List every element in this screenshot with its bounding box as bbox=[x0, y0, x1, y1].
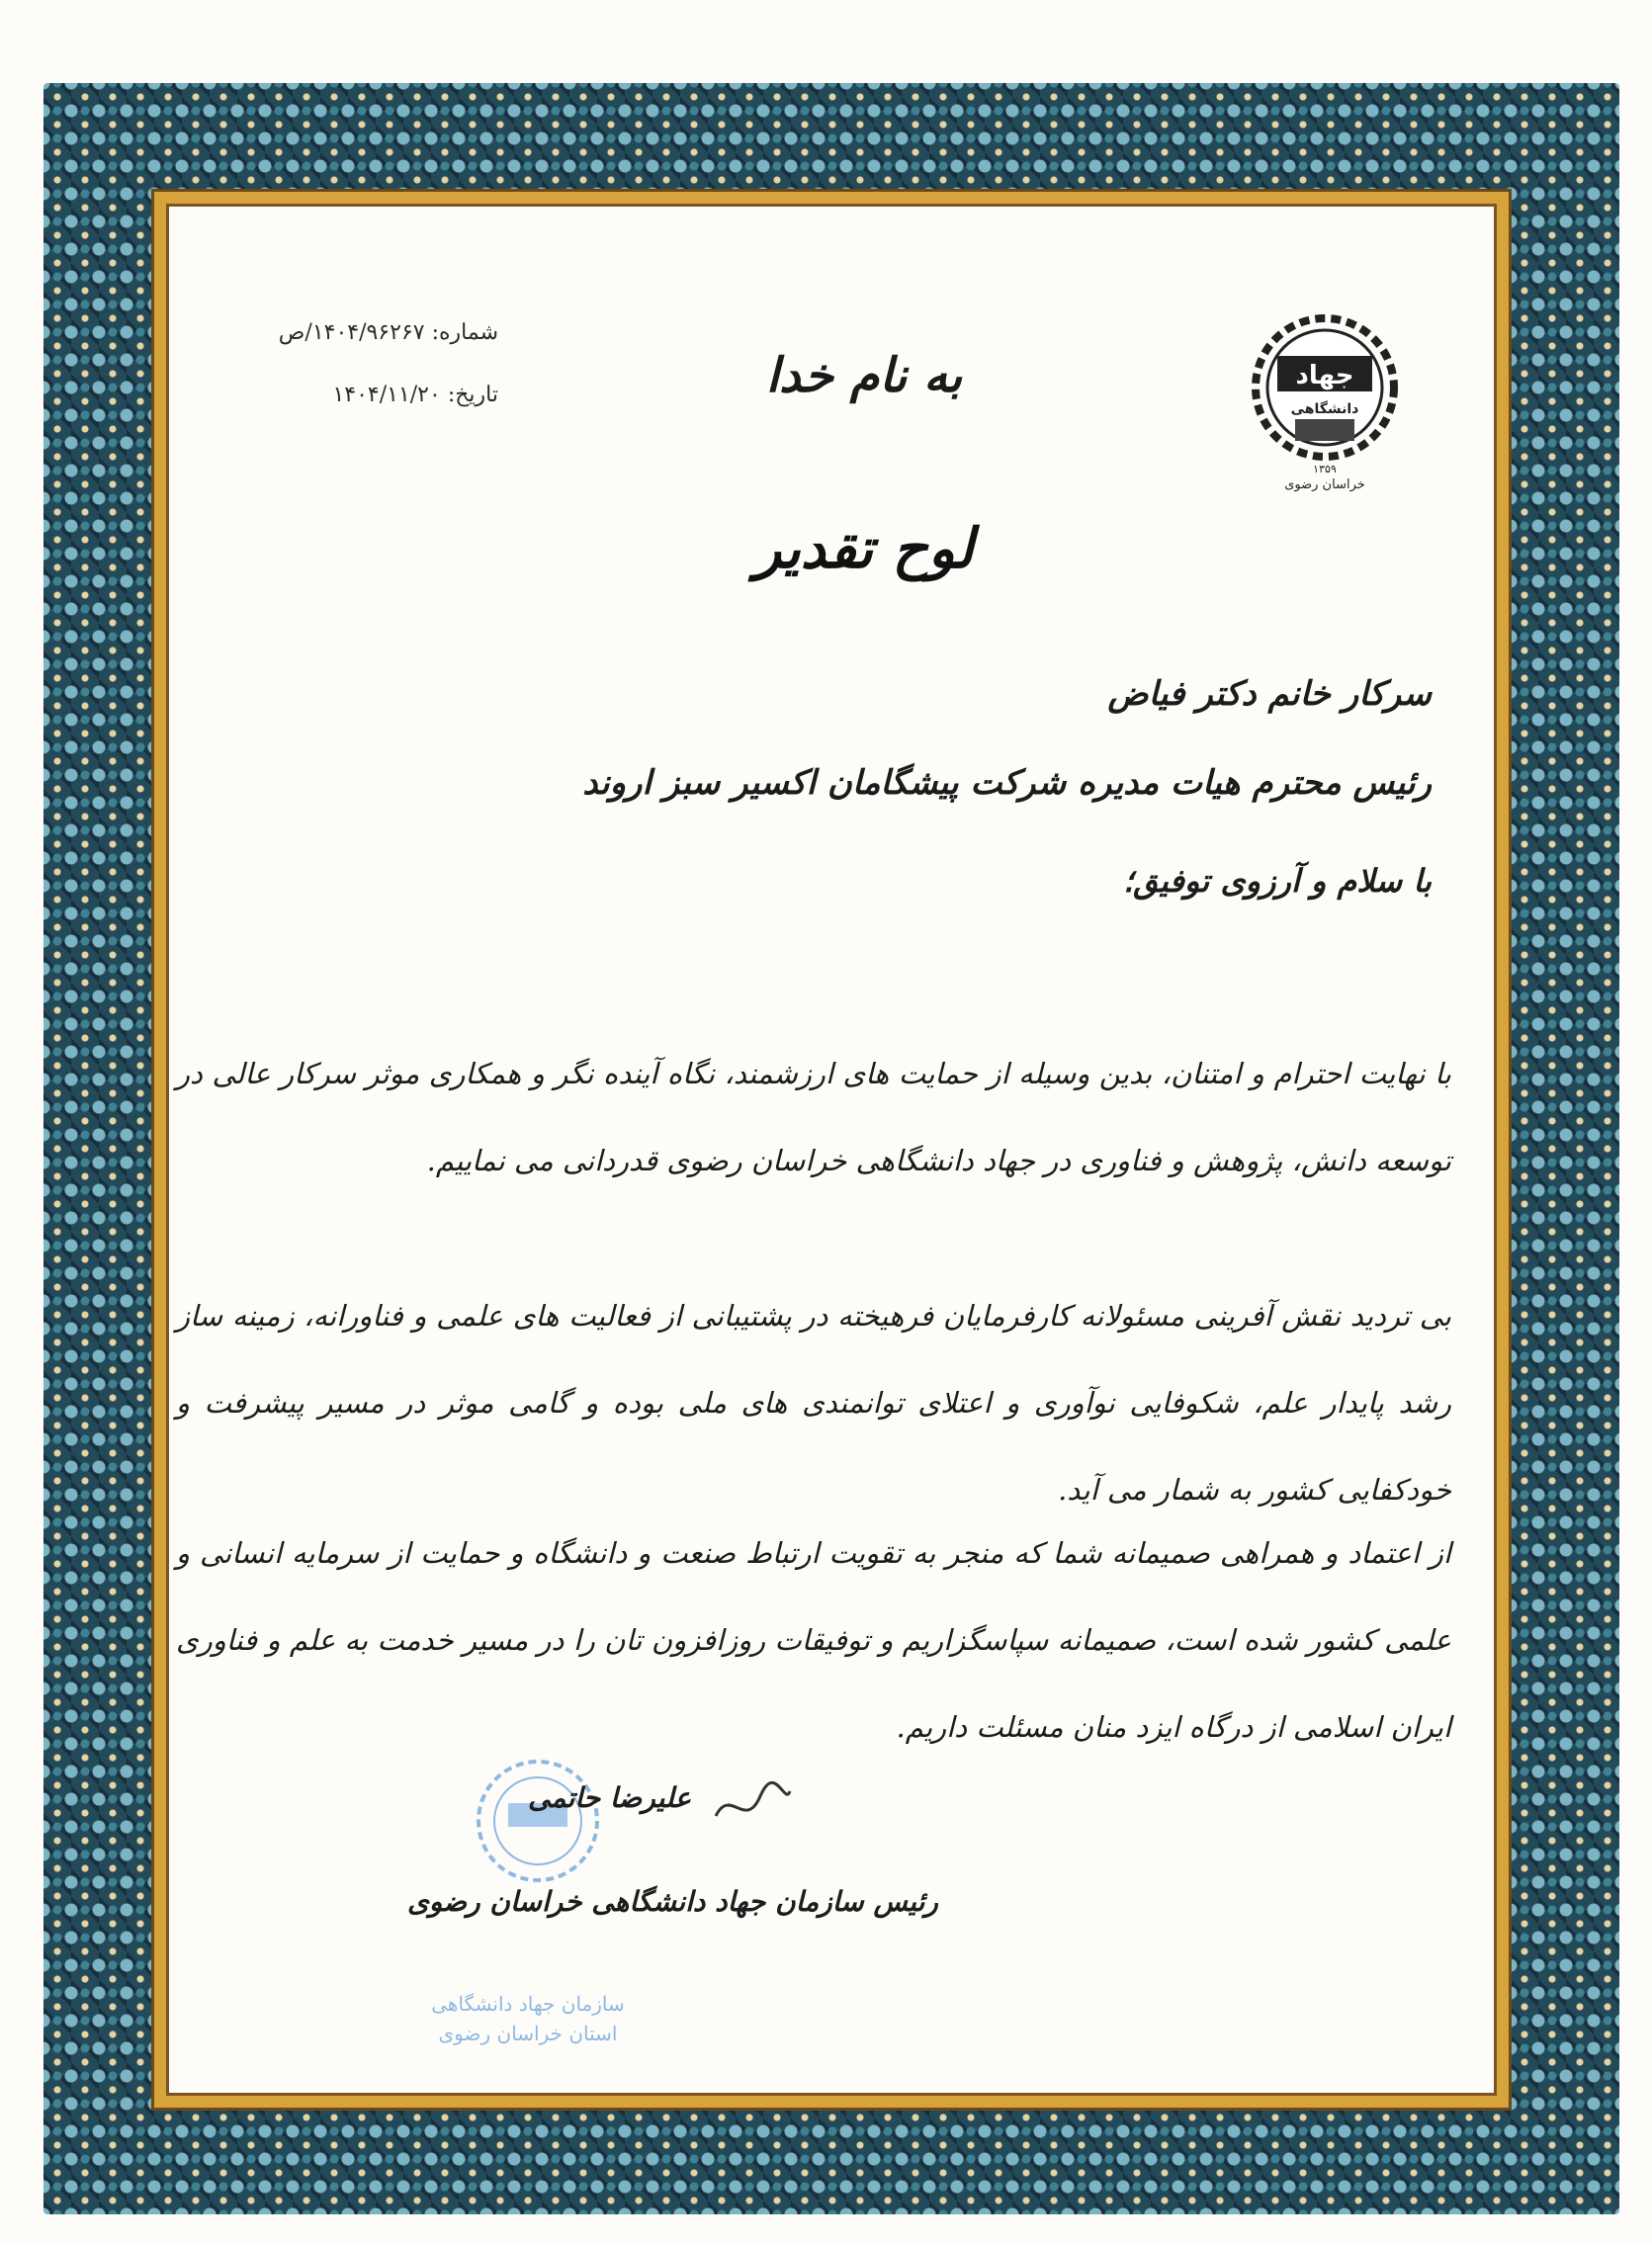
letter-date-label: تاریخ: bbox=[447, 383, 498, 407]
official-stamp bbox=[469, 1752, 607, 1890]
recipient-name: سرکار خانم دکتر فیاض bbox=[1107, 674, 1432, 714]
logo-year: ۱۳۵۹ bbox=[1313, 463, 1337, 475]
letter-number-label: شماره: bbox=[431, 320, 498, 345]
certificate-paper bbox=[172, 210, 1491, 2090]
letter-number bbox=[261, 320, 498, 345]
letter-date bbox=[261, 383, 498, 407]
logo-subtitle: دانشگاهی bbox=[1290, 401, 1359, 417]
logo-name: جهاد bbox=[1295, 361, 1354, 390]
stamp-caption bbox=[419, 1989, 637, 2048]
letter-meta bbox=[261, 320, 498, 445]
stamp-line-1: سازمان جهاد دانشگاهی bbox=[431, 1992, 625, 2016]
jahad-logo-icon bbox=[1226, 297, 1424, 494]
logo-region: خراسان رضوی bbox=[1284, 477, 1365, 492]
letter-number-value: ۱۴۰۴/۹۶۲۶۷/ص bbox=[278, 320, 425, 345]
letter-date-value: ۱۴۰۴/۱۱/۲۰ bbox=[332, 383, 441, 407]
body-paragraph-1: با نهایت احترام و امتنان، بدین وسیله از حمایت های ارزشمند، نگاه آینده نگر و همکاری موثر سرکار عالی در توسعه دانش، پژوهش و فناوری در جهاد دانشگاهی خراسان رضوی قدردانی می نماییم. bbox=[176, 1057, 1451, 1177]
page-title: لوح تقدیر bbox=[754, 516, 974, 581]
stamp-line-2: استان خراسان رضوی bbox=[438, 2022, 618, 2045]
bismillah: به نام خدا bbox=[765, 348, 963, 403]
handwritten-signature bbox=[706, 1776, 795, 1836]
signer-name: علیرضا حاتمی bbox=[528, 1781, 692, 1814]
body-paragraph-3: از اعتماد و همراهی صمیمانه شما که منجر به تقویت ارتباط صنعت و دانشگاه و حمایت از سرمایه انسانی و علمی کشور شده است، صمیمانه سپاسگزاریم و توفیقات روزافزون تان را در مسیر خدمت به علم و فناوری ایران اسلامی از درگاه ایزد منان مسئلت داریم. bbox=[176, 1536, 1451, 1744]
body-paragraph-2: بی تردید نقش آفرینی مسئولانه کارفرمایان فرهیخته در پشتیبانی از فعالیت های علمی و فناورانه، زمینه ساز رشد پایدار علم، شکوفایی نوآوری و اعتلای توانمندی های ملی بوده و گامی موثر در مسیر پیشرفت و خودکفایی کشور به شمار می آید. bbox=[176, 1299, 1451, 1507]
stamp-icon bbox=[469, 1752, 607, 1890]
recipient-position: رئیس محترم هیات مدیره شرکت پیشگامان اکسیر سبز اروند bbox=[582, 763, 1432, 803]
jahad-logo bbox=[1226, 297, 1424, 494]
greeting: با سلام و آرزوی توفیق؛ bbox=[1123, 862, 1432, 900]
signer-title: رئیس سازمان جهاد دانشگاهی خراسان رضوی bbox=[407, 1885, 938, 1918]
